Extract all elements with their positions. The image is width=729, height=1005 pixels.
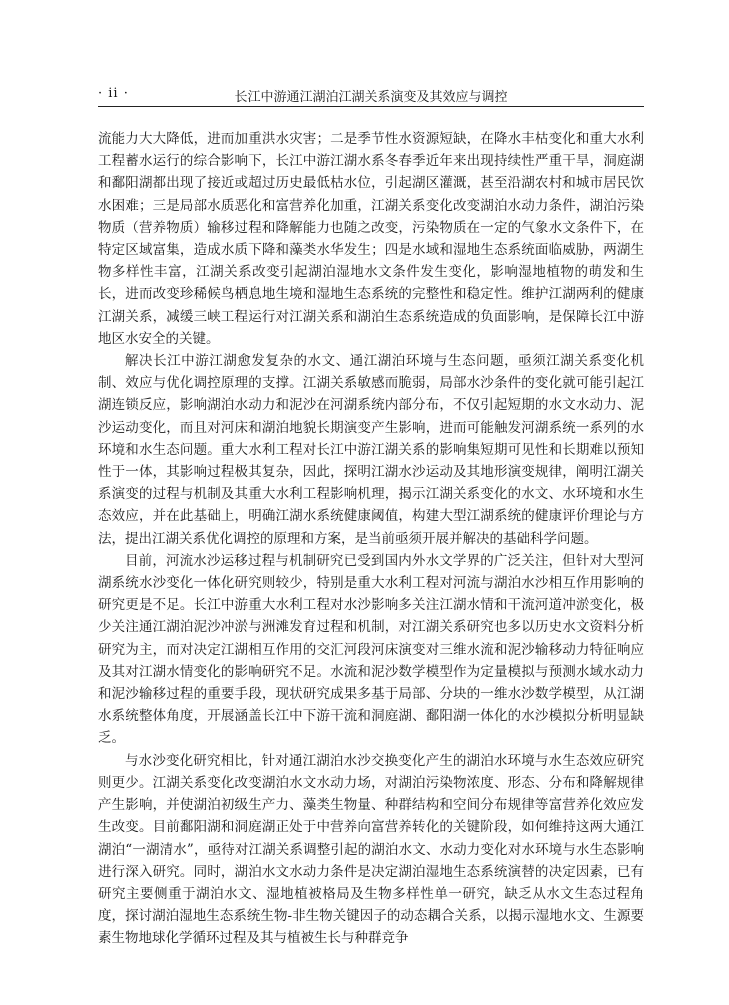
body-text (98, 128, 644, 950)
paragraph-2: 解决长江中游江湖愈发复杂的水文、通江湖泊环境与生态问题，亟须江湖关系变化机制、效应与优化调控原理的支撑。江湖关系敏感而脆弱，局部水沙条件的变化就可能引起江湖连锁反应，影响湖泊水动力和泥沙在河湖系统内部分布，不仅引起短期的水文水动力、泥沙运动变化，而且对河床和湖泊地貌长期演变产生影响，进而可能触发河湖系统一系列的水环境和水生态问题。重大水利工程对长江中游江湖关系的影响集短期可见性和长期难以预知性于一体，其影响过程极其复杂，因此，探明江湖水沙运动及其地形演变规律，阐明江湖关系演变的过程与机制及其重大水利工程影响机理，揭示江湖关系变化的水文、水环境和水生态效应，并在此基础上，明确江湖水系统健康阈值，构建大型江湖系统的健康评价理论与方法，提出江湖关系优化调控的原理和方案，是当前亟须开展并解决的基础科学问题。 (98, 353, 644, 547)
paragraph-4: 与水沙变化研究相比，针对通江湖泊水沙交换变化产生的湖泊水环境与水生态效应研究则更少。江湖关系变化改变湖泊水文水动力场，对湖泊污染物浓度、形态、分布和降解规律产生影响，并使湖泊初级生产力、藻类生物量、种群结构和空间分布规律等富营养化效应发生改变。目前鄱阳湖和洞庭湖正处于中营养向富营养转化的关键阶段，如何维持这两大通江湖泊“一湖清水”，亟待对江湖关系调整引起的湖泊水文、水动力变化对水环境与水生态影响进行深入研究。同时，湖泊水文水动力条件是决定湖泊湿地生态系统演替的决定因素，已有研究主要侧重于湖泊水文、湿地植被格局及生物多样性单一研究，缺乏从水文生态过程角度，探讨湖泊湿地生态系统生物-非生物关键因子的动态耦合关系，以揭示湿地水文、生源要素生物地球化学循环过程及其与植被生长与种群竞争 (98, 752, 644, 947)
paragraph-1: 流能力大大降低，进而加重洪水灾害；二是季节性水资源短缺，在降水丰枯变化和重大水利工程蓄水运行的综合影响下，长江中游江湖水系冬春季近年来出现持续性严重干旱，洞庭湖和鄱阳湖都出现了接近或超过历史最低枯水位，引起湖区灌溉，甚至沿湖农村和城市居民饮水困难；三是局部水质恶化和富营养化加重，江湖关系变化改变湖泊水动力条件，湖泊污染物质（营养物质）输移过程和降解能力也随之改变，污染物质在一定的气象水文条件下，在特定区域富集，造成水质下降和藻类水华发生；四是水域和湿地生态系统面临威胁，两湖生物多样性丰富，江湖关系改变引起湖泊湿地水文条件发生变化，影响湿地植物的萌发和生长，进而改变珍稀候鸟栖息地生境和湿地生态系统的完整性和稳定性。维护江湖两利的健康江湖关系，减缓三峡工程运行对江湖关系和湖泊生态系统造成的负面影响，是保障长江中游地区水安全的关键。 (98, 131, 644, 347)
paragraph-3: 目前，河流水沙运移过程与机制研究已受到国内外水文学界的广泛关注，但针对大型河湖系统水沙变化一体化研究则较少，特别是重大水利工程对河流与湖泊水沙相互作用影响的研究更是不足。长江中游重大水利工程对水沙影响多关注江湖水情和干流河道冲淤变化，极少关注通江湖泊泥沙冲淤与洲滩发育过程和机制，对江湖关系研究也多以历史水文资料分析研究为主，而对决定江湖相互作用的交汇河段河床演变对三维水流和泥沙输移动力特征响应及其对江湖水情变化的影响研究不足。水流和泥沙数学模型作为定量模拟与预测水域水动力和泥沙输移过程的重要手段，现状研究成果多基于局部、分块的一维水沙数学模型，从江湖水系统整体角度，开展涵盖长江中下游干流和洞庭湖、鄱阳湖一体化的水沙模拟分析明显缺乏。 (98, 552, 644, 747)
running-title: 长江中游通江湖泊江湖关系演变及其效应与调控 (234, 90, 508, 105)
page-header (98, 82, 644, 107)
page-number: · ii · (98, 86, 129, 101)
